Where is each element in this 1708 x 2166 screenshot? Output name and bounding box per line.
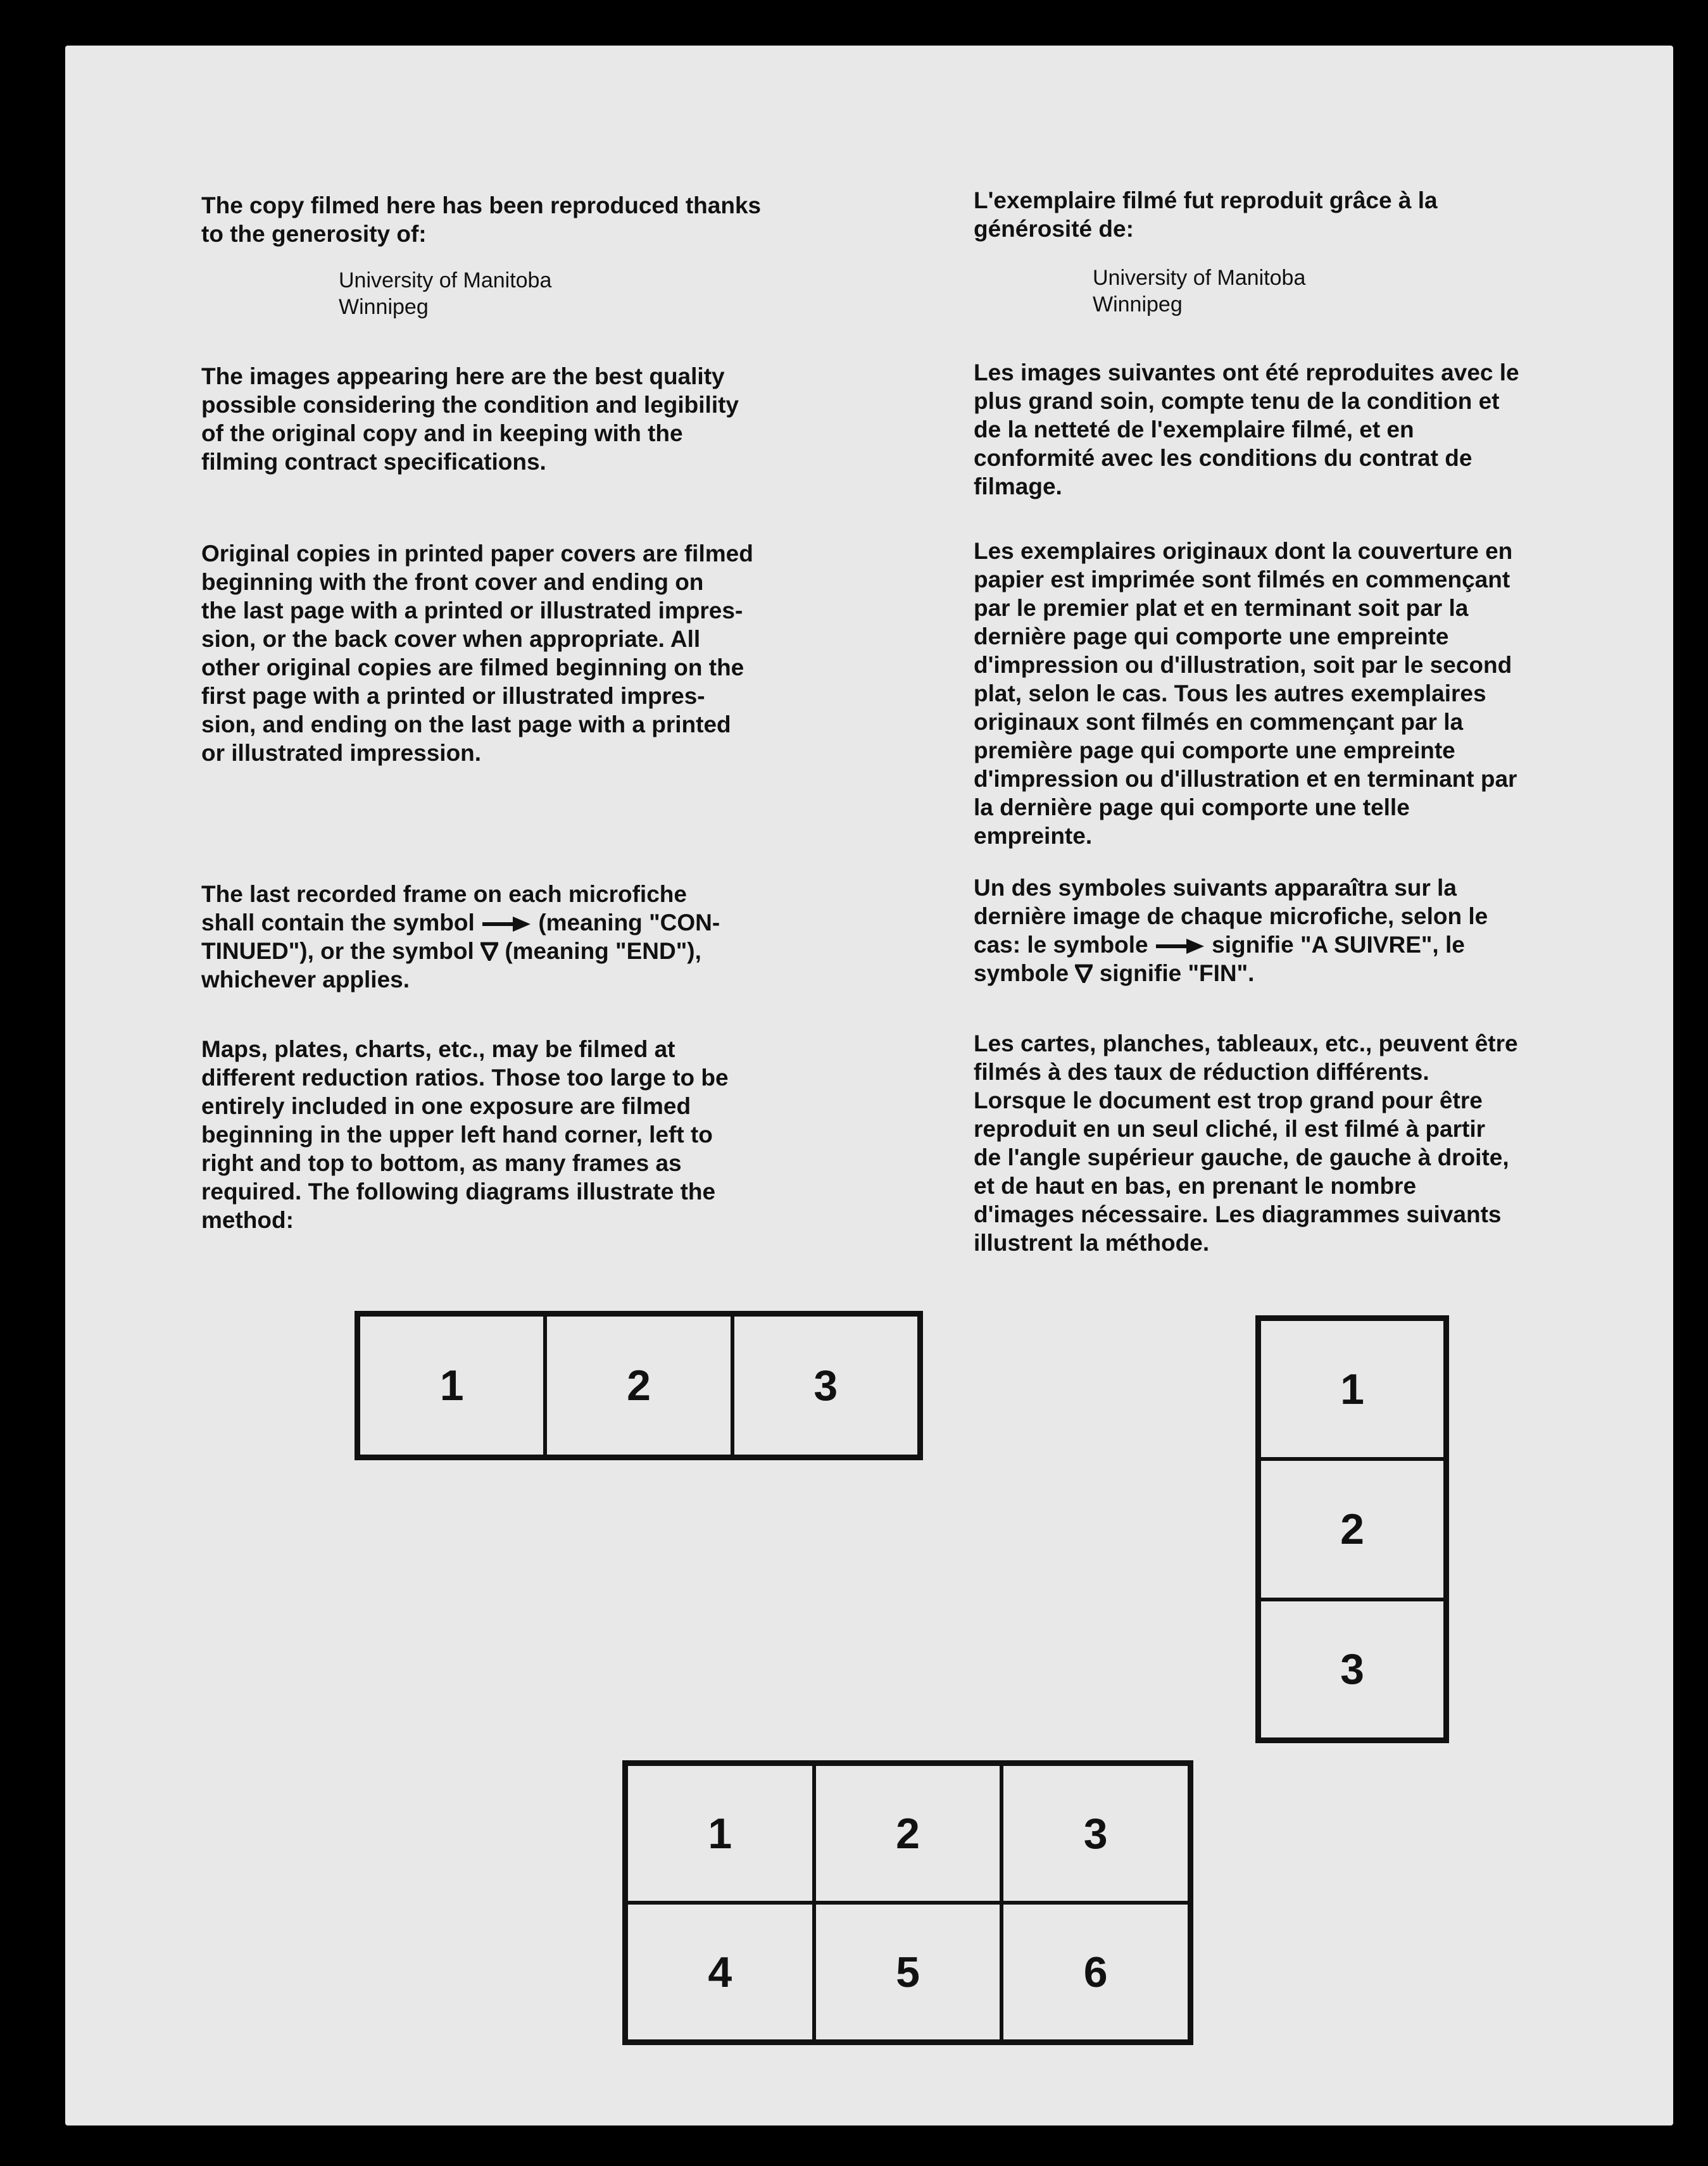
text-line: plat, selon le cas. Tous les autres exemplaires	[974, 680, 1486, 706]
frame-cell: 6	[1002, 1903, 1190, 2041]
frame-cell: 1	[358, 1315, 545, 1456]
originals-paragraph-en	[201, 539, 866, 767]
text-line: The copy filmed here has been reproduced thanks	[201, 192, 762, 218]
text-line: sion, or the back cover when appropriate. All	[201, 626, 701, 652]
frame-cell: 2	[814, 1764, 1002, 1903]
frame-cell: 3	[732, 1315, 919, 1456]
text-line: dernière page qui comporte une empreinte	[974, 623, 1449, 649]
credit-intro-en	[201, 191, 866, 248]
text-line: et de haut en bas, en prenant le nombre	[974, 1173, 1417, 1199]
text-segment: symbole	[974, 960, 1069, 986]
text-line: Les cartes, planches, tableaux, etc., peuvent être	[974, 1030, 1518, 1056]
text-line: first page with a printed or illustrated impres-	[201, 683, 705, 709]
diagram-horizontal-strip	[355, 1311, 923, 1460]
institution-fr	[1093, 265, 1305, 318]
institution-city: Winnipeg	[1093, 292, 1183, 316]
frame-cell: 2	[545, 1315, 732, 1456]
frame-cell: 5	[814, 1903, 1002, 2041]
text-line: Un des symboles suivants apparaîtra sur la	[974, 875, 1457, 901]
text-line: d'images nécessaire. Les diagrammes suivants	[974, 1201, 1502, 1227]
institution-en	[339, 267, 551, 320]
text-segment: signifie "FIN".	[1099, 960, 1255, 986]
symbols-paragraph-fr	[974, 873, 1657, 987]
quality-paragraph-fr	[974, 358, 1657, 501]
originals-paragraph-fr	[974, 537, 1657, 850]
maps-paragraph-en	[201, 1035, 866, 1234]
frame-cell: 1	[626, 1764, 814, 1903]
text-line	[201, 908, 866, 937]
text-line: right and top to bottom, as many frames as	[201, 1150, 682, 1176]
text-line: de l'angle supérieur gauche, de gauche à droite,	[974, 1144, 1509, 1170]
symbols-paragraph-en	[201, 880, 866, 994]
text-segment: (meaning "CON-	[538, 910, 720, 936]
text-line: plus grand soin, compte tenu de la condition et	[974, 388, 1500, 414]
text-line: empreinte.	[974, 823, 1093, 849]
triangle-down-icon	[1075, 964, 1093, 983]
text-line: The images appearing here are the best quality	[201, 363, 725, 389]
quality-paragraph-en	[201, 362, 866, 476]
text-line: to the generosity of:	[201, 221, 427, 247]
text-segment: signifie "A SUIVRE", le	[1212, 932, 1465, 958]
institution-name: University of Manitoba	[339, 268, 552, 292]
text-line	[974, 959, 1657, 987]
text-line	[201, 937, 866, 965]
text-segment: cas: le symbole	[974, 932, 1148, 958]
triangle-down-icon	[480, 942, 498, 961]
diagram-vertical-strip	[1255, 1315, 1449, 1743]
text-line	[974, 930, 1657, 959]
frame-cell: 2	[1259, 1459, 1445, 1599]
diagram-grid-2x3	[622, 1760, 1193, 2045]
text-line: par le premier plat et en terminant soit par la	[974, 595, 1469, 621]
text-line: The last recorded frame on each microfiche	[201, 881, 687, 907]
credit-intro-fr	[974, 186, 1657, 243]
text-line: Les images suivantes ont été reproduites avec le	[974, 360, 1519, 385]
text-line: beginning in the upper left hand corner, left to	[201, 1122, 713, 1148]
text-line: d'impression ou d'illustration et en terminant par	[974, 766, 1517, 792]
text-line: conformité avec les conditions du contrat de	[974, 445, 1473, 471]
text-line: première page qui comporte une empreinte	[974, 737, 1455, 763]
text-line: Lorsque le document est trop grand pour être	[974, 1087, 1483, 1113]
text-line: Les exemplaires originaux dont la couverture en	[974, 538, 1513, 564]
text-line: possible considering the condition and legibility	[201, 392, 739, 418]
text-segment: shall contain the symbol	[201, 910, 475, 936]
text-line: illustrent la méthode.	[974, 1230, 1210, 1256]
maps-paragraph-fr	[974, 1029, 1657, 1257]
text-line: filmage.	[974, 473, 1062, 499]
institution-city: Winnipeg	[339, 295, 429, 319]
text-line: originaux sont filmés en commençant par la	[974, 709, 1464, 735]
text-line: d'impression ou d'illustration, soit par le second	[974, 652, 1512, 678]
document-page	[65, 46, 1673, 2125]
text-line: L'exemplaire filmé fut reproduit grâce à la	[974, 187, 1438, 213]
text-line: required. The following diagrams illustrate the	[201, 1179, 716, 1205]
text-line: method:	[201, 1207, 294, 1233]
text-line: filmés à des taux de réduction différents.	[974, 1059, 1429, 1085]
text-line: générosité de:	[974, 216, 1134, 242]
text-line: entirely included in one exposure are filmed	[201, 1093, 691, 1119]
text-line: papier est imprimée sont filmés en commençant	[974, 567, 1510, 592]
frame-cell: 4	[626, 1903, 814, 2041]
text-line: whichever applies.	[201, 967, 410, 992]
frame-cell: 3	[1259, 1599, 1445, 1739]
text-line: or illustrated impression.	[201, 740, 482, 766]
text-line: la dernière page qui comporte une telle	[974, 794, 1410, 820]
text-line: filming contract specifications.	[201, 449, 546, 475]
text-line: sion, and ending on the last page with a printed	[201, 711, 731, 737]
text-line: dernière image de chaque microfiche, selon le	[974, 903, 1488, 929]
text-segment: TINUED"), or the symbol	[201, 938, 474, 964]
frame-cell: 3	[1002, 1764, 1190, 1903]
institution-name: University of Manitoba	[1093, 266, 1306, 290]
text-line: Maps, plates, charts, etc., may be filmed at	[201, 1036, 675, 1062]
arrow-right-icon	[481, 915, 532, 934]
text-line: de la netteté de l'exemplaire filmé, et en	[974, 416, 1414, 442]
text-line: different reduction ratios. Those too large to be	[201, 1065, 729, 1091]
text-line: of the original copy and in keeping with the	[201, 420, 683, 446]
text-line: the last page with a printed or illustrated impres-	[201, 598, 743, 623]
text-line: Original copies in printed paper covers are filmed	[201, 541, 753, 567]
text-line: other original copies are filmed beginning on the	[201, 654, 744, 680]
frame-cell: 1	[1259, 1319, 1445, 1459]
text-line: beginning with the front cover and ending on	[201, 569, 704, 595]
text-segment: (meaning "END"),	[505, 938, 701, 964]
arrow-right-icon	[1155, 937, 1205, 956]
text-line: reproduit en un seul cliché, il est filmé à partir	[974, 1116, 1486, 1142]
